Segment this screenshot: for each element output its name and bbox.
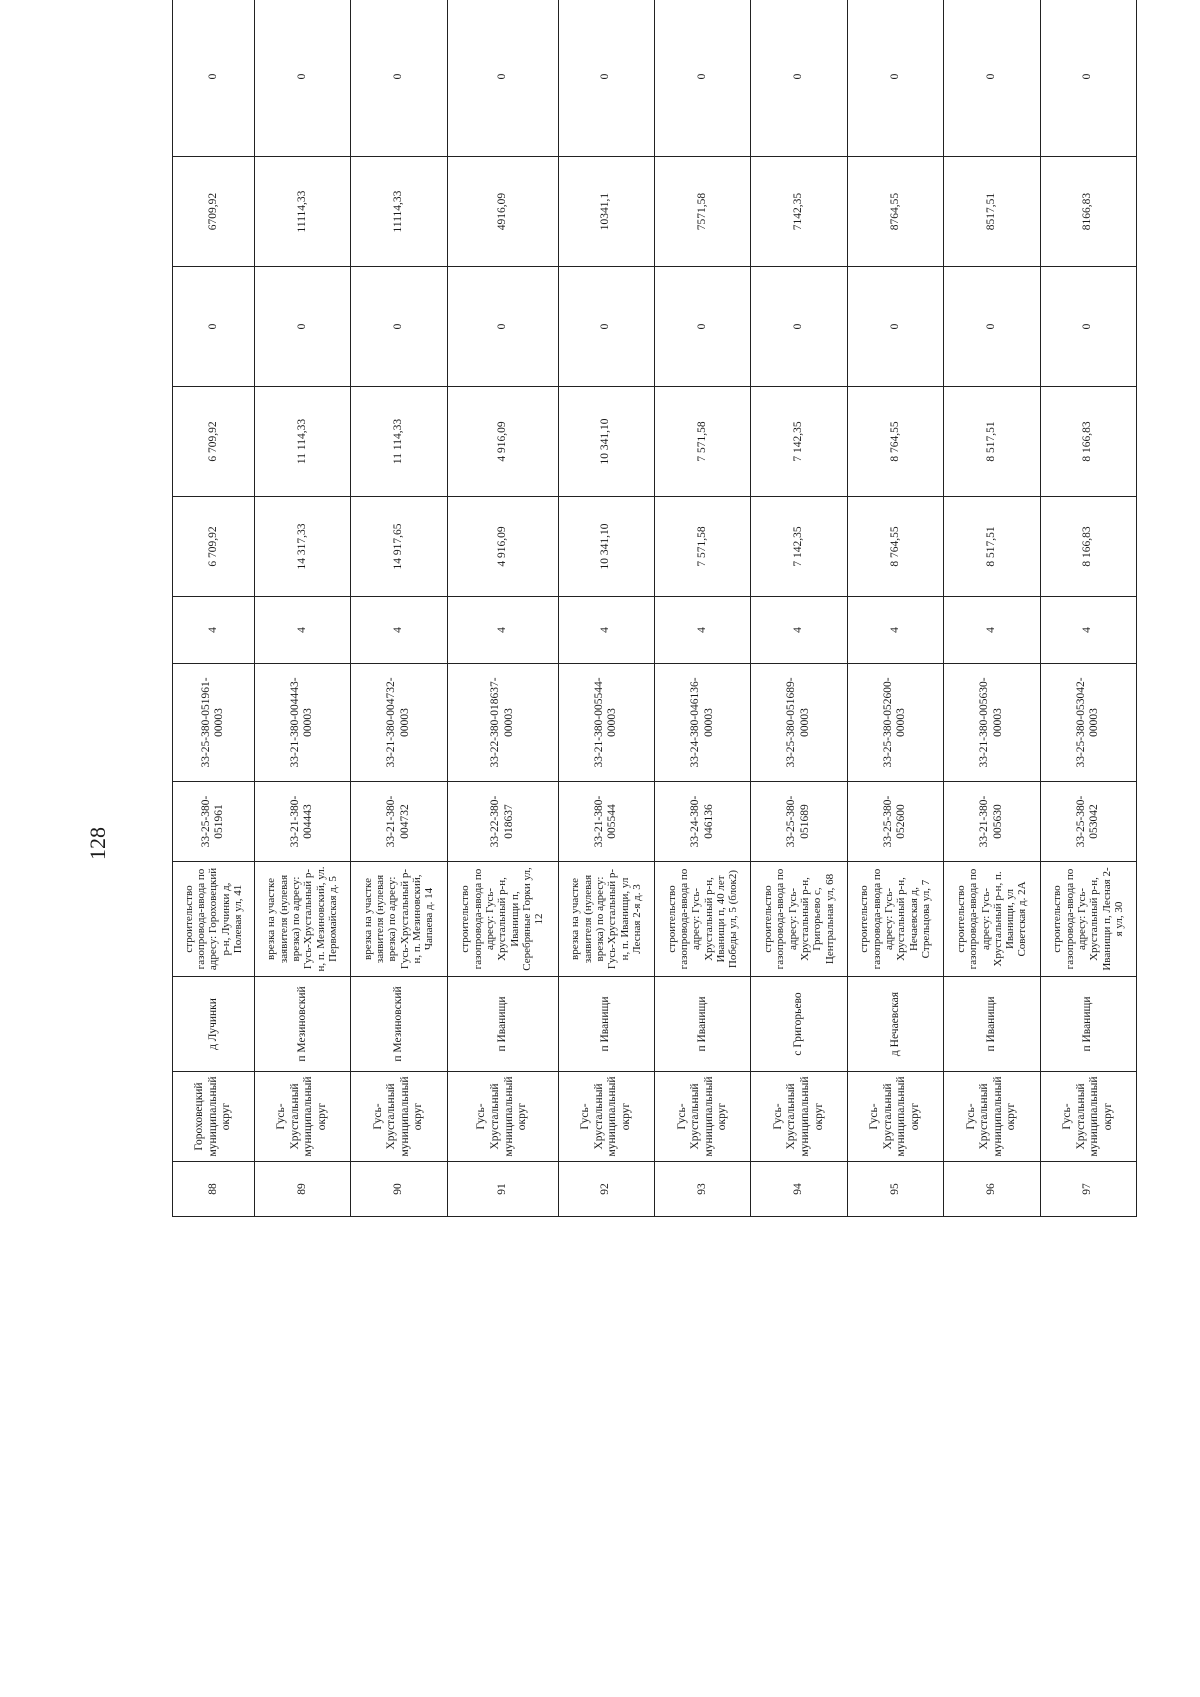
cell-row-number: 97 — [1040, 1162, 1136, 1217]
cell-district: Гусь-Хрустальный муниципальный округ — [558, 1072, 654, 1162]
cell-locality: п Иванищи — [1040, 977, 1136, 1072]
cell-category: 4 — [173, 597, 255, 664]
cell-value-5: 0 — [558, 0, 654, 157]
cell-value-1: 8 166,83 — [1040, 497, 1136, 597]
cell-value-4: 8517,51 — [944, 157, 1040, 267]
cell-value-2: 8 166,83 — [1040, 387, 1136, 497]
cell-value-1: 7 571,58 — [654, 497, 750, 597]
cell-district: Гусь-Хрустальный муниципальный округ — [447, 1072, 558, 1162]
cell-locality: п Иванищи — [654, 977, 750, 1072]
table-row — [751, 0, 847, 1217]
cell-value-1: 7 142,35 — [751, 497, 847, 597]
cell-contract-code: 33-22-380-018637-00003 — [447, 664, 558, 782]
cell-value-1: 14 317,33 — [254, 497, 350, 597]
cell-object-description: строительство газопровода-ввода по адресу: Гусь-Хрустальный р-н, п. Иванищи, ул Советская д. 2А — [944, 862, 1040, 977]
cell-application-code: 33-21-380-004732 — [351, 782, 447, 862]
cell-value-5: 0 — [751, 0, 847, 157]
cell-contract-code: 33-25-380-053042-00003 — [1040, 664, 1136, 782]
table-row — [654, 0, 750, 1217]
table-row — [558, 0, 654, 1217]
cell-category: 4 — [1040, 597, 1136, 664]
cell-category: 4 — [447, 597, 558, 664]
cell-row-number: 94 — [751, 1162, 847, 1217]
cell-application-code: 33-24-380-046136 — [654, 782, 750, 862]
cell-object-description: строительство газопровода-ввода по адресу: Гусь-Хрустальный р-н, Григорьево с, Центральная ул, 68 — [751, 862, 847, 977]
cell-value-4: 11114,33 — [254, 157, 350, 267]
cell-value-5: 0 — [447, 0, 558, 157]
cell-value-5: 0 — [173, 0, 255, 157]
table-row — [254, 0, 350, 1217]
cell-object-description: строительство газопровода-ввода по адресу: Гусь-Хрустальный р-н, Иванищи п, 40 лет Победы ул, 5 (блок2) — [654, 862, 750, 977]
cell-district: Гороховецкий муниципальный округ — [173, 1072, 255, 1162]
cell-value-5: 0 — [654, 0, 750, 157]
cell-locality: п Мезиновский — [351, 977, 447, 1072]
cell-contract-code: 33-21-380-004732-00003 — [351, 664, 447, 782]
rotated-table-container — [172, 73, 1137, 1217]
cell-row-number: 95 — [847, 1162, 943, 1217]
cell-district: Гусь-Хрустальный муниципальный округ — [944, 1072, 1040, 1162]
cell-application-code: 33-25-380-053042 — [1040, 782, 1136, 862]
cell-value-5: 0 — [847, 0, 943, 157]
cell-value-3: 0 — [944, 267, 1040, 387]
table-row — [1040, 0, 1136, 1217]
cell-row-number: 92 — [558, 1162, 654, 1217]
connections-table — [172, 0, 1137, 1217]
cell-district: Гусь-Хрустальный муниципальный округ — [254, 1072, 350, 1162]
cell-value-4: 11114,33 — [351, 157, 447, 267]
cell-value-2: 8 517,51 — [944, 387, 1040, 497]
cell-value-4: 8166,83 — [1040, 157, 1136, 267]
cell-category: 4 — [847, 597, 943, 664]
cell-value-3: 0 — [1040, 267, 1136, 387]
cell-locality: п Иванищи — [558, 977, 654, 1072]
cell-object-description: врезка на участке заявителя (нулевая врезка) по адресу: Гусь-Хрустальный р-н, п. Мезиновский, ул. Первомайская д. 5 — [254, 862, 350, 977]
cell-value-1: 14 917,65 — [351, 497, 447, 597]
cell-category: 4 — [751, 597, 847, 664]
cell-application-code: 33-25-380-051961 — [173, 782, 255, 862]
table-row — [173, 0, 255, 1217]
cell-contract-code: 33-21-380-004443-00003 — [254, 664, 350, 782]
table-row — [351, 0, 447, 1217]
cell-application-code: 33-21-380-005544 — [558, 782, 654, 862]
cell-contract-code: 33-25-380-051689-00003 — [751, 664, 847, 782]
cell-value-5: 0 — [1040, 0, 1136, 157]
cell-value-5: 0 — [254, 0, 350, 157]
cell-object-description: строительство газопровода-ввода по адресу: Гороховецкий р-н, Лучинки д, Полевая ул, 41 — [173, 862, 255, 977]
cell-contract-code: 33-25-380-051961-00003 — [173, 664, 255, 782]
cell-value-4: 6709,92 — [173, 157, 255, 267]
cell-category: 4 — [654, 597, 750, 664]
cell-value-3: 0 — [751, 267, 847, 387]
cell-row-number: 88 — [173, 1162, 255, 1217]
cell-application-code: 33-21-380-005630 — [944, 782, 1040, 862]
cell-value-3: 0 — [447, 267, 558, 387]
cell-district: Гусь-Хрустальный муниципальный округ — [1040, 1072, 1136, 1162]
cell-value-2: 11 114,33 — [351, 387, 447, 497]
cell-value-4: 7571,58 — [654, 157, 750, 267]
cell-object-description: строительство газопровода-ввода по адресу: Гусь-Хрустальный р-н, Иванищи п, Лесная 2-я ул, 30 — [1040, 862, 1136, 977]
cell-row-number: 90 — [351, 1162, 447, 1217]
cell-application-code: 33-22-380-018637 — [447, 782, 558, 862]
cell-value-2: 8 764,55 — [847, 387, 943, 497]
cell-value-3: 0 — [254, 267, 350, 387]
cell-value-4: 4916,09 — [447, 157, 558, 267]
cell-contract-code: 33-21-380-005544-00003 — [558, 664, 654, 782]
cell-value-4: 10341,1 — [558, 157, 654, 267]
cell-locality: п Иванищи — [944, 977, 1040, 1072]
cell-row-number: 93 — [654, 1162, 750, 1217]
cell-category: 4 — [944, 597, 1040, 664]
table-row — [944, 0, 1040, 1217]
cell-row-number: 89 — [254, 1162, 350, 1217]
cell-contract-code: 33-21-380-005630-00003 — [944, 664, 1040, 782]
cell-category: 4 — [254, 597, 350, 664]
cell-value-3: 0 — [558, 267, 654, 387]
cell-value-4: 8764,55 — [847, 157, 943, 267]
cell-locality: п Мезиновский — [254, 977, 350, 1072]
cell-value-2: 11 114,33 — [254, 387, 350, 497]
cell-contract-code: 33-25-380-052600-00003 — [847, 664, 943, 782]
cell-district: Гусь-Хрустальный муниципальный округ — [847, 1072, 943, 1162]
cell-value-1: 8 764,55 — [847, 497, 943, 597]
page-number: 128 — [85, 827, 110, 860]
cell-value-2: 4 916,09 — [447, 387, 558, 497]
cell-value-3: 0 — [654, 267, 750, 387]
cell-object-description: строительство газопровода-ввода по адресу: Гусь-Хрустальный р-н, Нечаевская д, Стрельцова ул, 7 — [847, 862, 943, 977]
cell-locality: д Нечаевская — [847, 977, 943, 1072]
cell-object-description: врезка на участке заявителя (нулевая врезка) по адресу: Гусь-Хрустальный р-н, п. Мезиновский, Чапаева д. 14 — [351, 862, 447, 977]
cell-value-2: 7 142,35 — [751, 387, 847, 497]
cell-value-3: 0 — [847, 267, 943, 387]
cell-value-2: 10 341,10 — [558, 387, 654, 497]
table-body — [173, 0, 1137, 1217]
cell-locality: с Григорьево — [751, 977, 847, 1072]
cell-application-code: 33-21-380-004443 — [254, 782, 350, 862]
table-row — [847, 0, 943, 1217]
cell-row-number: 96 — [944, 1162, 1040, 1217]
cell-value-1: 6 709,92 — [173, 497, 255, 597]
cell-row-number: 91 — [447, 1162, 558, 1217]
cell-category: 4 — [558, 597, 654, 664]
cell-district: Гусь-Хрустальный муниципальный округ — [351, 1072, 447, 1162]
cell-value-2: 6 709,92 — [173, 387, 255, 497]
cell-contract-code: 33-24-380-046136-00003 — [654, 664, 750, 782]
table-row — [447, 0, 558, 1217]
cell-value-5: 0 — [351, 0, 447, 157]
cell-district: Гусь-Хрустальный муниципальный округ — [654, 1072, 750, 1162]
cell-value-3: 0 — [173, 267, 255, 387]
cell-district: Гусь-Хрустальный муниципальный округ — [751, 1072, 847, 1162]
cell-application-code: 33-25-380-051689 — [751, 782, 847, 862]
cell-locality: д Лучинки — [173, 977, 255, 1072]
cell-value-3: 0 — [351, 267, 447, 387]
cell-category: 4 — [351, 597, 447, 664]
cell-value-5: 0 — [944, 0, 1040, 157]
cell-value-1: 8 517,51 — [944, 497, 1040, 597]
cell-value-1: 4 916,09 — [447, 497, 558, 597]
cell-application-code: 33-25-380-052600 — [847, 782, 943, 862]
cell-value-2: 7 571,58 — [654, 387, 750, 497]
cell-value-1: 10 341,10 — [558, 497, 654, 597]
cell-value-4: 7142,35 — [751, 157, 847, 267]
cell-locality: п Иванищи — [447, 977, 558, 1072]
cell-object-description: строительство газопровода-ввода по адресу: Гусь-Хрустальный р-н, Иванищи п, Серебряные Горки ул, 12 — [447, 862, 558, 977]
cell-object-description: врезка на участке заявителя (нулевая врезка) по адресу: Гусь-Хрустальный р-н, п. Иванищи, ул Лесная 2-я д. 3 — [558, 862, 654, 977]
